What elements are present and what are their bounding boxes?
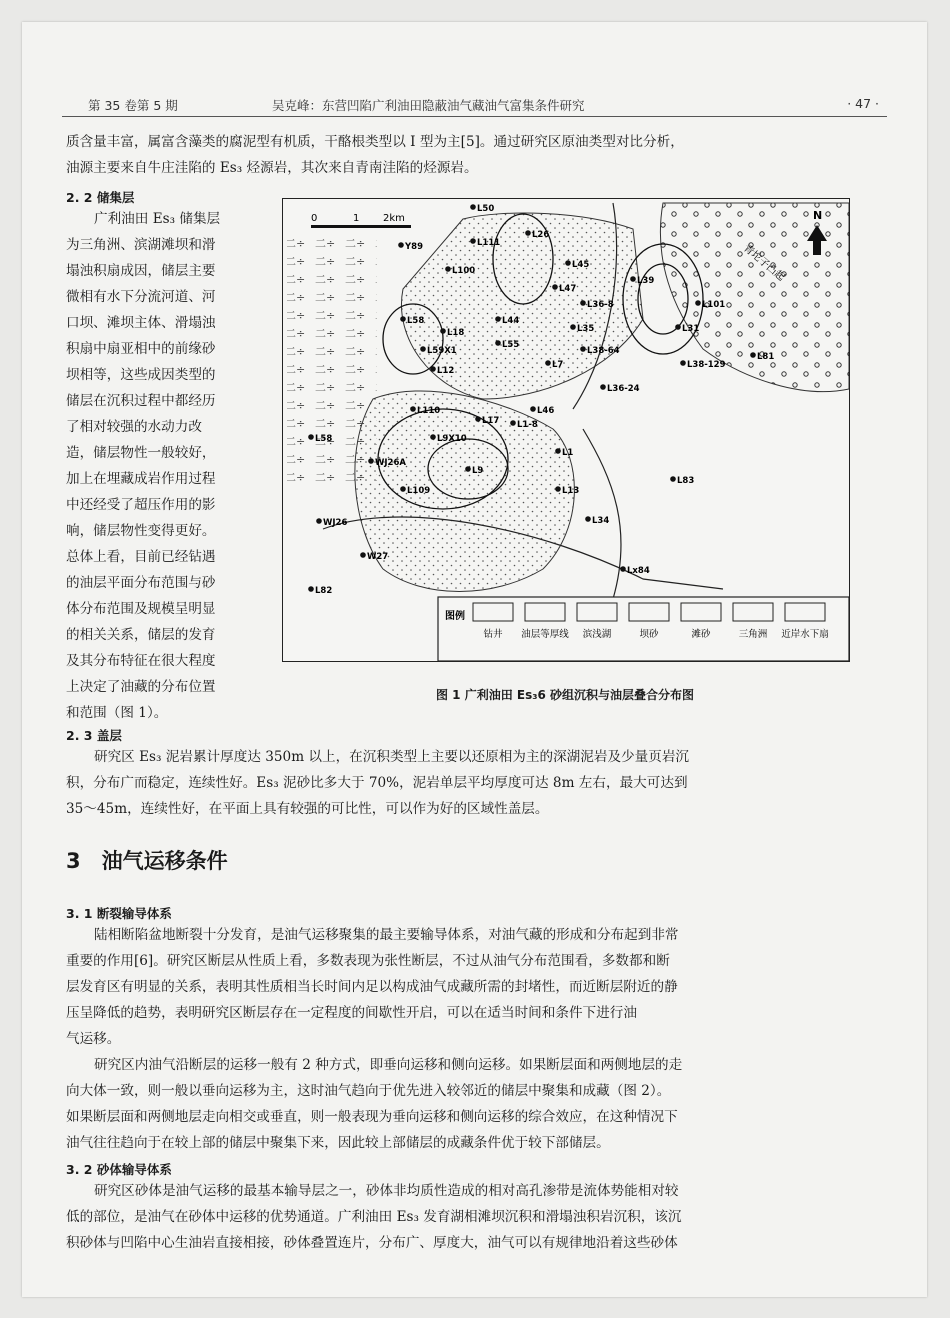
well-label: L38-129 (687, 360, 726, 370)
well-label: L101 (702, 300, 726, 310)
text-line: 塌浊积扇成因，储层主要 (66, 263, 216, 279)
well-label: L50 (477, 204, 495, 214)
well-label: L47 (559, 284, 577, 294)
well-marker (470, 204, 476, 210)
well-label: L58 (407, 316, 425, 326)
well-marker (545, 360, 551, 366)
text-line: 的相关关系，储层的发育 (66, 627, 216, 643)
well-label: L83 (677, 476, 695, 486)
well-label: L100 (452, 266, 476, 276)
legend-swatch (473, 603, 513, 621)
well-label: WJ26 (323, 518, 348, 528)
well-label: W27 (367, 552, 389, 562)
scale-label-1: 1 (353, 213, 360, 224)
well-marker (410, 406, 416, 412)
well-marker (400, 316, 406, 322)
well-label: L36-8 (587, 300, 614, 310)
legend-swatch (629, 603, 669, 621)
well-marker (570, 324, 576, 330)
text-line: 低的部位，是油气在砂体中运移的优势通道。广利油田 Es₃ 发育湖相滩坝沉积和滑塌浊积岩沉积，该沉 (66, 1209, 682, 1225)
legend (438, 597, 849, 661)
intro-line-2: 油源主要来自牛庄洼陷的 Es₃ 烃源岩，其次来自青南洼陷的烃源岩。 (66, 160, 478, 176)
scale-label-0: 0 (311, 213, 318, 224)
legend-label: 钻井 (483, 629, 503, 640)
well-marker (440, 328, 446, 334)
well-label: Y89 (405, 242, 423, 252)
legend-title: 图例 (445, 611, 465, 622)
section-heading-3-2: 3. 2 砂体输导体系 (66, 1162, 172, 1177)
well-marker (398, 242, 404, 248)
well-label: L1-8 (517, 420, 538, 430)
well-marker (675, 324, 681, 330)
text-line: 研究区 Es₃ 泥岩累计厚度达 350m 以上，在沉积类型上主要以还原相为主的深湖泥岩及少量页岩沉 (94, 749, 690, 765)
text-line: 和范围（图 1）。 (66, 705, 168, 721)
well-marker (430, 434, 436, 440)
text-line: 积，分布广而稳定，连续性好。Es₃ 泥砂比多大于 70%，泥岩单层平均厚度可达 8m 左右，最大可达到 (66, 775, 688, 791)
text-line: 微相有水下分流河道、河 (66, 289, 216, 305)
well-marker (360, 552, 366, 558)
well-label: L45 (572, 260, 590, 270)
text-line: 中还经受了超压作用的影 (66, 497, 216, 513)
section-heading-2-2: 2. 2 储集层 (66, 190, 135, 205)
well-label: L110 (417, 406, 441, 416)
text-line: 坝相等，这些成因类型的 (66, 367, 216, 383)
legend-label: 滨浅湖 (582, 629, 612, 640)
well-marker (680, 360, 686, 366)
text-line: 了相对较强的水动力改 (66, 419, 202, 435)
well-marker (316, 518, 322, 524)
text-line: 研究区内油气沿断层的运移一般有 2 种方式，即垂向运移和侧向运移。如果断层面和两侧地层的走 (94, 1057, 683, 1073)
well-label: L7 (552, 360, 564, 370)
text-line: 压呈降低的趋势，表明研究区断层存在一定程度的间歇性开启，可以在适当时间和条件下进行油 (66, 1005, 637, 1021)
well-marker (465, 466, 471, 472)
text-line: 体分布范围及规模呈明显 (66, 601, 216, 617)
well-label: L81 (757, 352, 775, 362)
intro-line-1: 质含量丰富，属富含藻类的腐泥型有机质，干酪根类型以 I 型为主[5]。通过研究区原油类型对比分析， (66, 134, 684, 150)
well-label: L34 (592, 516, 610, 526)
section-heading-3: 3 油气运移条件 (66, 849, 228, 873)
text-line: 陆相断陷盆地断裂十分发育，是油气运移聚集的最主要输导体系，对油气藏的形成和分布起到非常 (94, 927, 679, 943)
sedimentary-map (283, 199, 849, 661)
scale-label-2: 2km (383, 213, 405, 224)
text-line: 储层在沉积过程中都经历 (66, 393, 216, 409)
text-line: 如果断层面和两侧地层走向相交或垂直，则一般表现为垂向运移和侧向运移的综合效应，在这种情况下 (66, 1109, 678, 1125)
well-marker (430, 366, 436, 372)
well-marker (308, 586, 314, 592)
well-label: L46 (537, 406, 555, 416)
well-label: L1 (562, 448, 574, 458)
journal-issue: 第 35 卷第 5 期 (88, 98, 178, 113)
well-marker (475, 416, 481, 422)
well-label: L9 (472, 466, 484, 476)
well-marker (555, 448, 561, 454)
page-number: · 47 · (847, 96, 879, 111)
running-header (62, 92, 887, 117)
well-label: L39 (637, 276, 655, 286)
text-line: 造，储层物性一般较好， (66, 445, 216, 461)
text-line: 重要的作用[6]。研究区断层从性质上看，多数表现为张性断层，不过从油气分布范围看，多数都和断 (66, 953, 670, 969)
text-line: 广利油田 Es₃ 储集层 (94, 211, 221, 227)
well-marker (495, 316, 501, 322)
well-label: L82 (315, 586, 333, 596)
well-marker (670, 476, 676, 482)
well-label: L55 (502, 340, 520, 350)
well-marker (695, 300, 701, 306)
legend-swatch (681, 603, 721, 621)
well-label: L31 (682, 324, 700, 334)
text-line: 油气往往趋向于在较上部的储层中聚集下来，因此较上部储层的成藏条件优于较下部储层。 (66, 1135, 610, 1151)
well-label: Lx84 (627, 566, 650, 576)
well-label: WJ26A (375, 458, 406, 468)
figure-caption: 图 1 广利油田 Es₃6 砂组沉积与油层叠合分布图 (435, 688, 694, 702)
well-label: L111 (477, 238, 501, 248)
text-line: 响，储层物性变得更好。 (66, 523, 216, 539)
text-line: 加上在埋藏成岩作用过程 (66, 471, 216, 487)
well-marker (400, 486, 406, 492)
section-heading-2-3: 2. 3 盖层 (66, 728, 122, 743)
well-label: L26 (532, 230, 550, 240)
well-label: L59X1 (427, 346, 457, 356)
section-heading-3-1: 3. 1 断裂输导体系 (66, 906, 172, 921)
text-line: 为三角洲、滨湖滩坝和滑 (66, 237, 216, 253)
text-line: 35～45m，连续性好，在平面上具有较强的可比性，可以作为好的区域性盖层。 (66, 801, 549, 817)
well-marker (510, 420, 516, 426)
well-marker (750, 352, 756, 358)
well-label: L17 (482, 416, 500, 426)
legend-label: 近岸水下扇 (781, 629, 829, 640)
well-marker (495, 340, 501, 346)
well-marker (470, 238, 476, 244)
legend-label: 油层等厚线 (521, 629, 569, 640)
well-marker (445, 266, 451, 272)
well-marker (420, 346, 426, 352)
well-label: L36-24 (607, 384, 640, 394)
well-marker (620, 566, 626, 572)
well-label: L58 (315, 434, 333, 444)
page (22, 22, 927, 1297)
text-line: 气运移。 (66, 1031, 121, 1047)
legend-label: 坝砂 (639, 629, 659, 640)
legend-label: 滩砂 (691, 629, 711, 640)
text-line: 的油层平面分布范围与砂 (66, 575, 216, 591)
well-marker (552, 284, 558, 290)
uplift-label: 青坨子凸起 (741, 242, 787, 284)
figure-1 (282, 198, 850, 662)
well-marker (308, 434, 314, 440)
legend-label: 三角洲 (738, 629, 768, 640)
text-line: 上决定了油藏的分布位置 (66, 679, 216, 695)
well-label: L35 (577, 324, 595, 334)
well-marker (525, 230, 531, 236)
well-label: L9X10 (437, 434, 467, 444)
well-label: L12 (437, 366, 455, 376)
well-label: L44 (502, 316, 520, 326)
legend-swatch (577, 603, 617, 621)
text-line: 总体上看，目前已经钻遇 (66, 549, 216, 565)
north-label: N (813, 209, 823, 222)
well-label: L13 (562, 486, 580, 496)
text-line: 积扇中扇亚相中的前缘砂 (66, 341, 216, 357)
well-marker (630, 276, 636, 282)
text-line: 向大体一致，则一般以垂向运移为主，这时油气趋向于优先进入较邻近的储层中聚集和成藏（图 2）。 (66, 1083, 671, 1099)
text-line: 口坝、滩坝主体、滑塌浊 (66, 315, 216, 331)
well-marker (565, 260, 571, 266)
well-marker (600, 384, 606, 390)
well-marker (580, 346, 586, 352)
well-marker (585, 516, 591, 522)
well-label: L38-64 (587, 346, 620, 356)
legend-swatch (733, 603, 773, 621)
well-marker (530, 406, 536, 412)
well-marker (555, 486, 561, 492)
text-line: 及其分布特征在很大程度 (66, 653, 216, 669)
legend-swatch (785, 603, 825, 621)
running-title: 吴克峰：东营凹陷广利油田隐蔽油气藏油气富集条件研究 (272, 98, 585, 113)
text-line: 积砂体与凹陷中心生油岩直接相接，砂体叠置连片，分布广、厚度大，油气可以有规律地沿着这些砂体 (66, 1235, 678, 1251)
text-line: 研究区砂体是油气运移的最基本输导层之一，砂体非均质性造成的相对高孔渗带是流体势能相对较 (94, 1183, 679, 1199)
well-marker (580, 300, 586, 306)
well-label: L18 (447, 328, 465, 338)
well-marker (368, 458, 374, 464)
text-line: 层发育区有明显的关系，表明其性质相当长时间内足以构成油气成藏所需的封堵性，而近断层附近的静 (66, 979, 678, 995)
well-label: L109 (407, 486, 431, 496)
legend-swatch (525, 603, 565, 621)
